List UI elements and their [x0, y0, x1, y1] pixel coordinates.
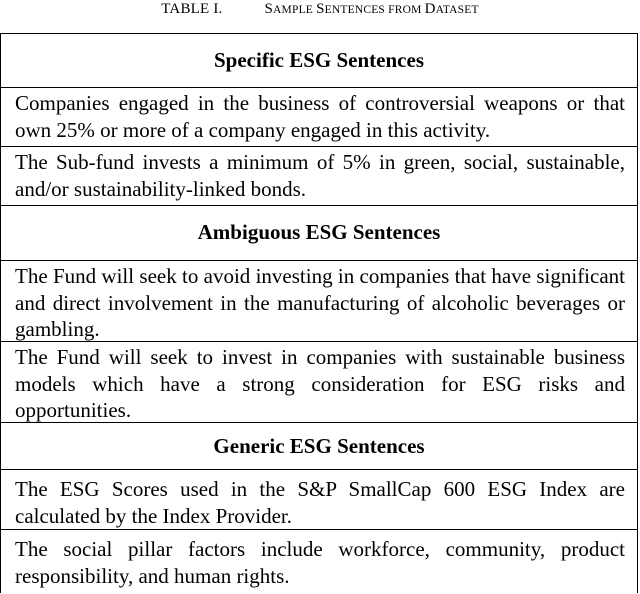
section-header-generic: Generic ESG Sentences	[1, 422, 637, 469]
table-title: SAMPLE SENTENCES FROM DATASET	[264, 1, 479, 17]
section-header-ambiguous: Ambiguous ESG Sentences	[1, 205, 637, 260]
table-row: The ESG Scores used in the S&P SmallCap 600 ESG Index are calculated by the Index Provider.	[1, 469, 637, 529]
table-row: The Fund will seek to avoid investing in companies that have significant and direct involvement in the manufacturing of alcoholic beverages or gambling.	[1, 260, 637, 341]
sample-sentences-table	[0, 33, 638, 593]
table-row: The Fund will seek to invest in companies with sustainable business models which have a strong consideration for ESG risks and opportunities.	[1, 341, 637, 422]
table-row: The social pillar factors include workforce, community, product responsibility, and human rights.	[1, 529, 637, 594]
section-header-specific: Specific ESG Sentences	[214, 48, 424, 72]
table-row: The Sub-fund invests a minimum of 5% in green, social, sustainable, and/or sustainability-linked bonds.	[1, 146, 637, 205]
table-row: Companies engaged in the business of controversial weapons or that own 25% or more of a company engaged in this activity.	[1, 87, 637, 146]
table-caption	[0, 0, 640, 18]
table-number: TABLE I.	[161, 1, 223, 17]
